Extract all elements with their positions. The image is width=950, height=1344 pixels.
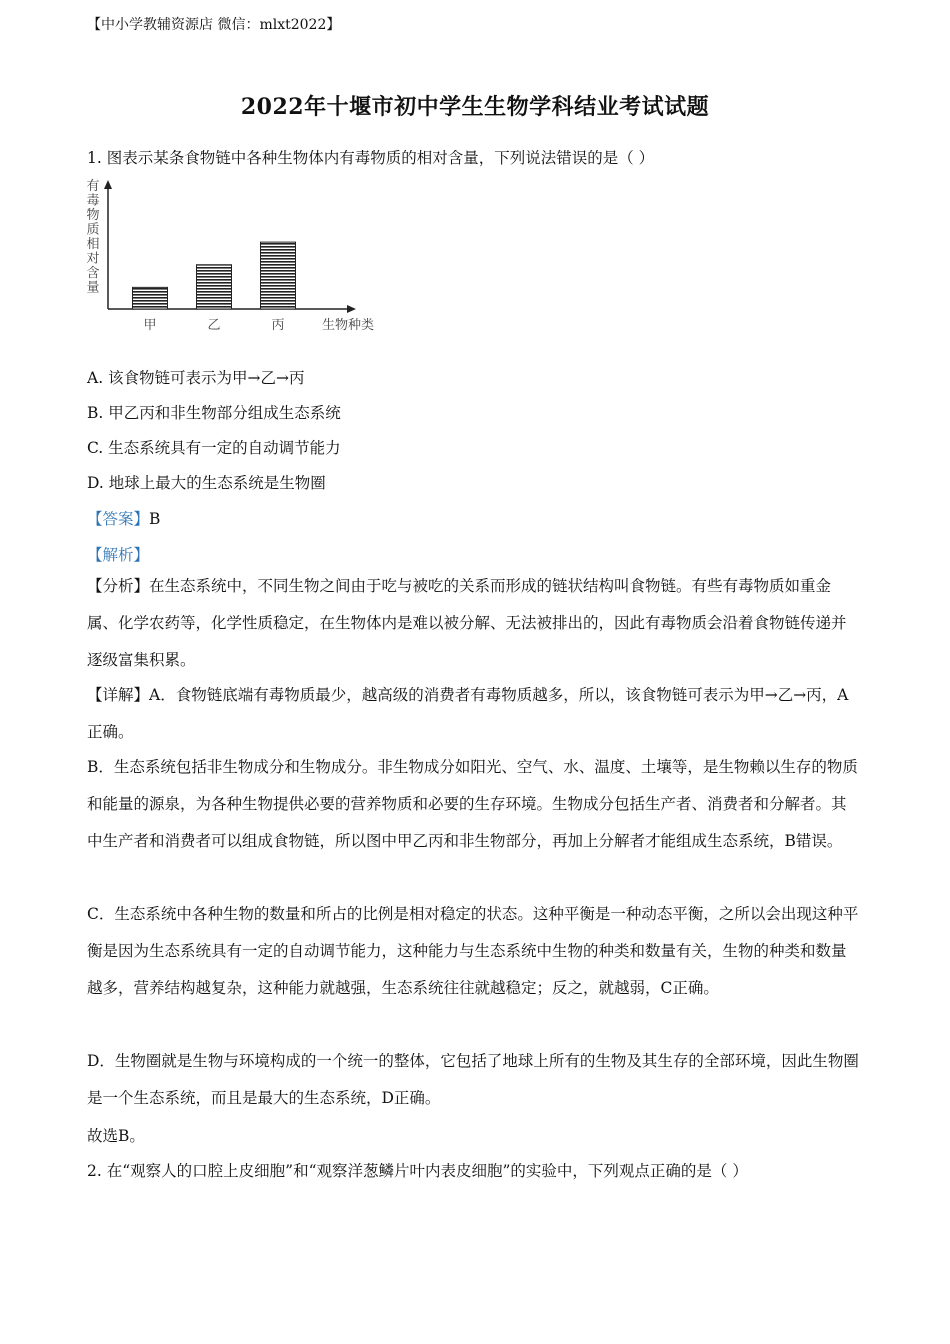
y-label-char: 含 bbox=[86, 266, 100, 281]
question-2-stem: 2. 在“观察人的口腔上皮细胞”和“观察洋葱鳞片叶内表皮细胞”的实验中，下列观点正确的是（ ） bbox=[87, 1162, 748, 1180]
y-label-char: 毒 bbox=[86, 193, 100, 209]
fenxi-paragraph bbox=[87, 568, 859, 679]
x-tick-label: 丙 bbox=[271, 318, 285, 333]
y-label-char: 有 bbox=[86, 179, 100, 194]
y-label-char: 质 bbox=[86, 222, 100, 238]
bar-3 bbox=[261, 242, 296, 309]
conclusion: 故选B。 bbox=[87, 1127, 145, 1145]
y-label-char: 量 bbox=[86, 280, 100, 296]
xiangjie-a-text: A．食物链底端有毒物质最少，越高级的消费者有毒物质越多，所以，该食物链可表示为甲→乙→丙，A正确。 bbox=[87, 686, 849, 741]
page-header: 【中小学教辅资源店 微信：mlxt2022】 bbox=[87, 17, 341, 33]
fenxi-text: 在生态系统中，不同生物之间由于吃与被吃的关系而形成的链状结构叫食物链。有些有毒物质如重金属、化学农药等，化学性质稳定，在生物体内是难以被分解、无法被排出的，因此有毒物质会沿着食物链传递并逐级富集积累。 bbox=[87, 577, 847, 669]
bar-2 bbox=[197, 265, 232, 309]
y-label-char: 相 bbox=[86, 237, 100, 252]
option-d: D. 地球上最大的生态系统是生物圈 bbox=[87, 474, 326, 492]
bar-1 bbox=[133, 287, 168, 309]
x-tick-label: 甲 bbox=[143, 318, 157, 333]
option-b: B. 甲乙丙和非生物部分组成生态系统 bbox=[87, 404, 341, 422]
detail-c-paragraph: C．生态系统中各种生物的数量和所占的比例是相对稳定的状态。这种平衡是一种动态平衡，之所以会出现这种平衡是因为生态系统具有一定的自动调节能力，这种能力与生态系统中生物的种类和数量有关，生物的种类和数量越多，营养结构越复杂，这种能力就越强，生态系统往往就越稳定；反之，就越弱，C正确。 bbox=[87, 905, 859, 997]
y-label-char: 物 bbox=[86, 208, 100, 223]
analysis-label: 【解析】 bbox=[87, 546, 150, 564]
chart-x-arrow bbox=[347, 305, 356, 313]
question-1-stem: 1. 图表示某条食物链中各种生物体内有毒物质的相对含量，下列说法错误的是（ ） bbox=[87, 149, 655, 167]
chart-y-arrow bbox=[104, 180, 112, 189]
x-tick-label: 乙 bbox=[207, 318, 221, 333]
y-label-char: 对 bbox=[86, 251, 100, 267]
xiangjie-label: 【详解】 bbox=[87, 686, 150, 704]
detail-d-paragraph: D．生物圈就是生物与环境构成的一个统一的整体，它包括了地球上所有的生物及其生存的全部环境，因此生物圈是一个生态系统，而且是最大的生态系统，D正确。 bbox=[87, 1052, 859, 1107]
answer-line bbox=[87, 507, 160, 529]
option-a: A. 该食物链可表示为甲→乙→丙 bbox=[87, 369, 305, 387]
toxin-bar-chart bbox=[80, 174, 390, 339]
xiangjie-paragraph bbox=[87, 677, 859, 751]
page-title: 2022年十堰市初中学生生物学科结业考试试题 bbox=[240, 94, 710, 120]
fenxi-label: 【分析】 bbox=[87, 577, 150, 595]
answer-label: 【答案】 bbox=[87, 510, 150, 528]
chart-xlabel: 生物种类 bbox=[322, 318, 375, 333]
detail-b-paragraph: B．生态系统包括非生物成分和生物成分。非生物成分如阳光、空气、水、温度、土壤等，是生物赖以生存的物质和能量的源泉，为各种生物提供必要的营养物质和必要的生存环境。生物成分包括生产者、消费者和分解者。其中生产者和消费者可以组成食物链，所以图中甲乙丙和非生物部分，再加上分解者才能组成生态系统，B错误。 bbox=[87, 758, 858, 850]
answer-value: B bbox=[149, 510, 161, 528]
chart-ylabel bbox=[86, 179, 99, 296]
option-c: C. 生态系统具有一定的自动调节能力 bbox=[87, 439, 341, 457]
